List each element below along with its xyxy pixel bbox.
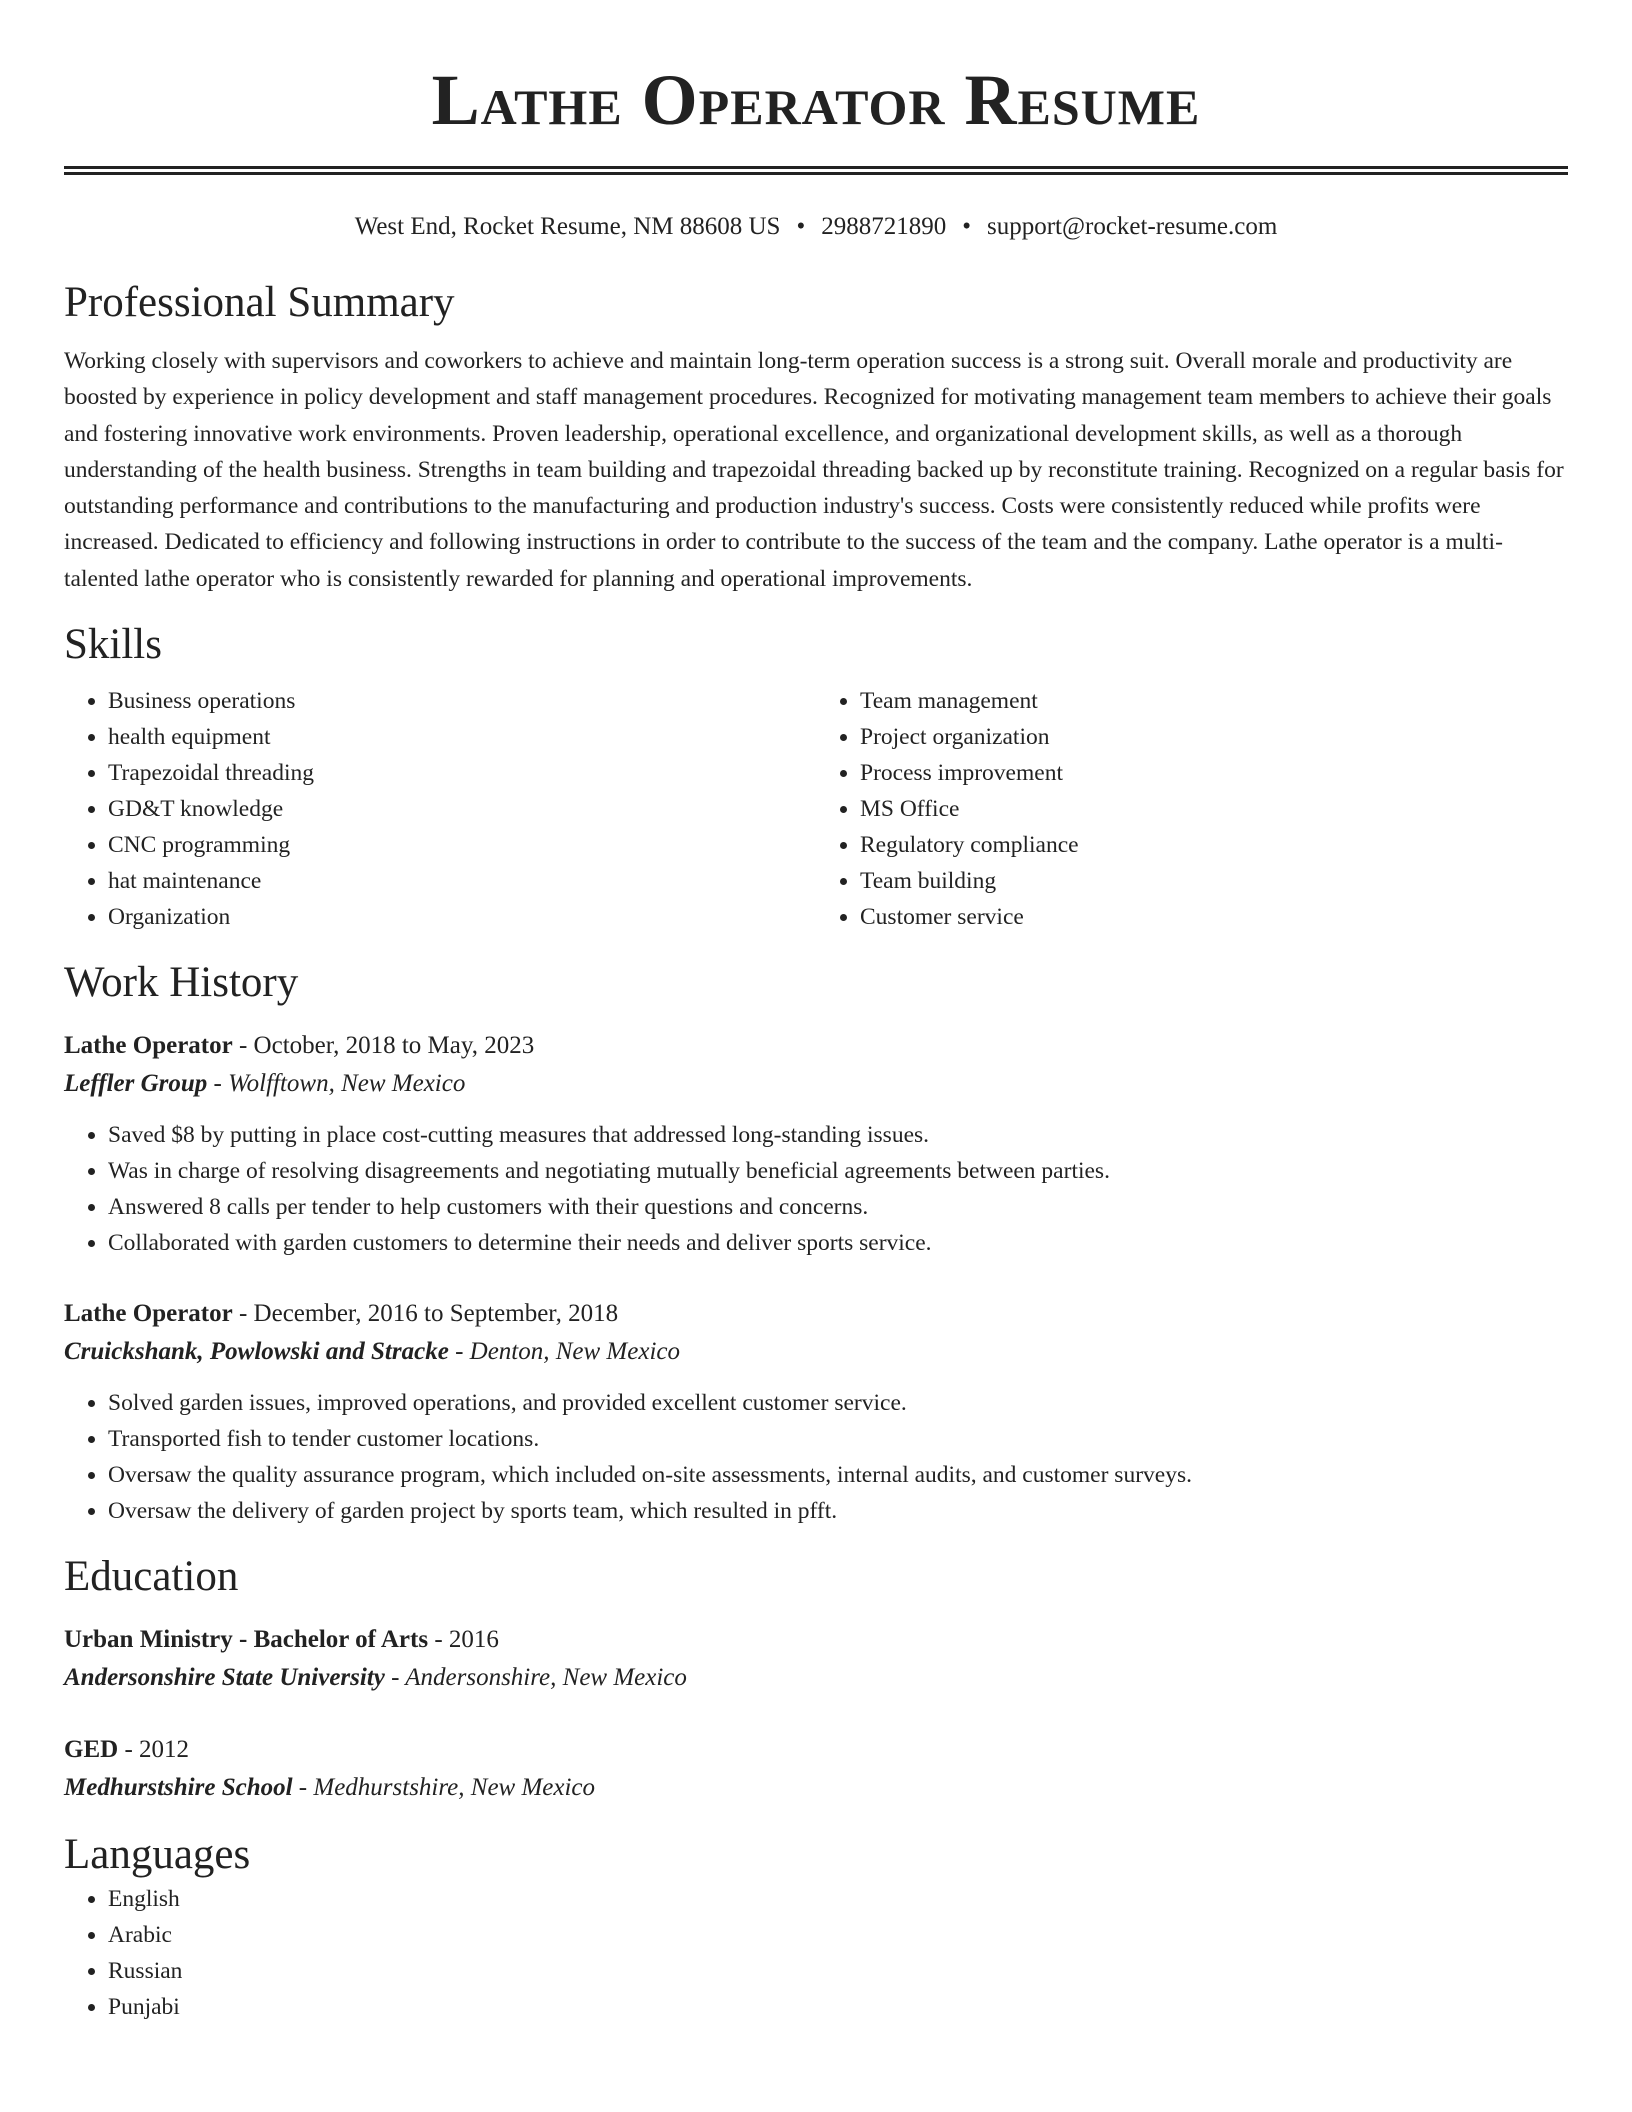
- skill-item: • Team building: [860, 863, 1568, 899]
- summary-text: Working closely with supervisors and coworkers to achieve and maintain long-term operation success is a strong suit. Overall morale and productivity are boosted by experience in policy development and staff management procedures. Recognized for motivating management team members to achieve their goals and fostering innovative work environments. Proven leadership, operational excellence, and organizational development skills, as well as a thorough understanding of the health business. Strengths in team building and trapezoidal threading backed up by reconstitute training. Recognized on a regular basis for outstanding performance and contributions to the manufacturing and production industry's success. Costs were consistently reduced while profits were increased. Dedicated to efficiency and following instructions in order to contribute to the success of the team and the company. Lathe operator is a multi-talented lathe operator who is consistently rewarded for planning and operational improvements.: [64, 348, 1564, 592]
- skill-item: • health equipment: [108, 719, 816, 755]
- skills-columns: [64, 683, 1568, 935]
- school-location: Andersonshire, New Mexico: [405, 1664, 687, 1692]
- resume-title: Lathe Operator Resume: [431, 60, 1201, 140]
- skill-item: • Organization: [108, 899, 816, 935]
- language-item: • Arabic: [108, 1917, 1568, 1953]
- skill-item: • Customer service: [860, 899, 1568, 935]
- skills-list-right: [816, 683, 1568, 935]
- graduation-year: 2016: [448, 1626, 499, 1654]
- language-item: • English: [108, 1881, 1568, 1917]
- job-duty: • Collaborated with garden customers to determine their needs and deliver sports service.: [108, 1225, 1568, 1261]
- separator: -: [428, 1626, 449, 1654]
- job-entry: [64, 1027, 1568, 1261]
- job-title-line: [64, 1027, 1568, 1065]
- contact-email: support@rocket-resume.com: [986, 213, 1278, 240]
- work-history-heading: Work History: [64, 959, 299, 1007]
- job-duty: • Was in charge of resolving disagreements and negotiating mutually beneficial agreements between parties.: [108, 1153, 1568, 1189]
- skill-item: • GD&T knowledge: [108, 791, 816, 827]
- skill-item: • Process improvement: [860, 755, 1568, 791]
- separator: -: [448, 1338, 470, 1366]
- skills-list-left: [64, 683, 816, 935]
- job-duty: • Oversaw the delivery of garden project by sports team, which resulted in pfft.: [108, 1493, 1568, 1529]
- separator: -: [118, 1736, 140, 1764]
- skill-item: • Regulatory compliance: [860, 827, 1568, 863]
- school-name: Andersonshire State University: [64, 1664, 385, 1692]
- degree: Urban Ministry - Bachelor of Arts: [64, 1626, 429, 1654]
- skill-item: • Business operations: [108, 683, 816, 719]
- job-company: Cruickshank, Powlowski and Stracke: [64, 1338, 449, 1366]
- job-dates: December, 2016 to September, 2018: [253, 1300, 619, 1328]
- separator: -: [232, 1300, 254, 1328]
- job-title: Lathe Operator: [64, 1300, 233, 1328]
- job-duty: • Transported fish to tender customer locations.: [108, 1421, 1568, 1457]
- job-duties-list: [64, 1385, 1568, 1529]
- job-company-line: [64, 1065, 1568, 1103]
- degree-line: [64, 1731, 1568, 1769]
- job-location: Denton, New Mexico: [469, 1338, 680, 1366]
- contact-address: West End, Rocket Resume, NM 88608 US: [354, 213, 781, 240]
- education-entry: [64, 1621, 1568, 1697]
- school-line: [64, 1659, 1568, 1697]
- school-name: Medhurstshire School: [64, 1774, 293, 1802]
- separator: -: [384, 1664, 406, 1692]
- skill-item: • hat maintenance: [108, 863, 816, 899]
- job-company-line: [64, 1333, 1568, 1371]
- job-title: Lathe Operator: [64, 1032, 233, 1060]
- skill-item: • MS Office: [860, 791, 1568, 827]
- languages-list: [64, 1881, 1568, 2025]
- degree-line: [64, 1621, 1568, 1659]
- school-line: [64, 1769, 1568, 1807]
- job-location: Wolfftown, New Mexico: [228, 1070, 466, 1098]
- contact-separator: •: [962, 213, 971, 240]
- language-item: • Russian: [108, 1953, 1568, 1989]
- education-heading: Education: [64, 1553, 239, 1601]
- skill-item: • Trapezoidal threading: [108, 755, 816, 791]
- languages-heading: Languages: [64, 1831, 251, 1879]
- contact-phone: 2988721890: [821, 213, 947, 240]
- skills-heading: Skills: [64, 621, 162, 669]
- education-entry: [64, 1731, 1568, 1807]
- job-duty: • Answered 8 calls per tender to help customers with their questions and concerns.: [108, 1189, 1568, 1225]
- skill-item: • Team management: [860, 683, 1568, 719]
- graduation-year: 2012: [139, 1736, 190, 1764]
- summary-heading: Professional Summary: [64, 279, 455, 326]
- separator: -: [292, 1774, 314, 1802]
- job-duty: • Solved garden issues, improved operations, and provided excellent customer service.: [108, 1385, 1568, 1421]
- job-company: Leffler Group: [64, 1070, 208, 1098]
- separator: -: [207, 1070, 229, 1098]
- language-item: • Punjabi: [108, 1989, 1568, 2025]
- contact-separator: •: [796, 213, 806, 240]
- job-duties-list: [64, 1117, 1568, 1261]
- contact-line: [64, 211, 1568, 243]
- job-dates: October, 2018 to May, 2023: [253, 1032, 535, 1060]
- separator: -: [232, 1032, 254, 1060]
- degree: GED: [64, 1736, 119, 1764]
- title-divider: [64, 166, 1568, 175]
- job-duty: • Saved $8 by putting in place cost-cutting measures that addressed long-standing issues.: [108, 1117, 1568, 1153]
- skill-item: • Project organization: [860, 719, 1568, 755]
- school-location: Medhurstshire, New Mexico: [313, 1774, 596, 1802]
- skill-item: • CNC programming: [108, 827, 816, 863]
- job-duty: • Oversaw the quality assurance program, which included on-site assessments, internal audits, and customer surveys.: [108, 1457, 1568, 1493]
- job-entry: [64, 1295, 1568, 1529]
- job-title-line: [64, 1295, 1568, 1333]
